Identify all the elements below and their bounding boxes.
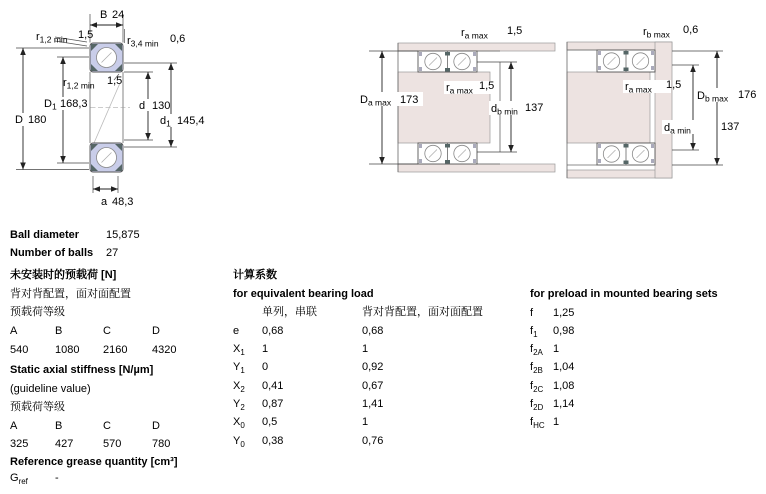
header-B: B [55,420,63,432]
preload-values-row [10,344,176,356]
figure-bearing-cross-section [0,0,230,220]
factor-row-fHC: $f_{HC}$ 1 [530,416,560,431]
svg-text:ra max: $r_{a max}$ [446,82,473,96]
grease-title: Reference grease quantity [cm³] [10,456,178,468]
svg-text:ra max: $r_{a max}$ [461,27,488,41]
header-A: A [10,420,18,432]
svg-text:B: B [100,9,108,21]
value-A: 325 [10,438,29,450]
ball-diameter-label: Ball diameter [10,229,80,241]
grease-value: - [55,472,59,484]
svg-text:da min: $d_{a min}$ [664,122,691,136]
calc-row-X2: $X_2$ 0,41 0,67 [233,380,384,395]
value-C: 570 [103,438,122,450]
stiffness-values-row [10,438,170,450]
label-ra-max-top [461,25,522,41]
svg-text:rb max: $r_{b max}$ [643,26,670,40]
value-A: 540 [10,344,29,356]
bearing-pair-bottom [597,143,655,165]
factor-row-f2C: $f_{2C}$ 1,08 [530,380,575,395]
svg-text:db min: $d_{b min}$ [491,103,518,117]
svg-text:137: 137 [721,121,740,133]
label-ra-max-mid [623,79,681,95]
factor-row-f2B: $f_{2B}$ 1,04 [530,361,575,376]
factor-row-f: f 1,25 [530,307,575,319]
svg-text:145,4: 145,4 [177,115,205,127]
svg-text:24: 24 [112,9,125,21]
bearing-pair-top [418,51,477,72]
preload-class-headers [10,325,160,337]
calc-title-en: for equivalent bearing load [233,288,374,300]
value-D: 780 [152,438,171,450]
svg-text:180: 180 [28,114,47,126]
svg-text:D1: $D_1$ [44,98,57,112]
svg-text:130: 130 [152,100,171,112]
calc-row-X1: $X_1$ 1 1 [233,343,369,358]
calc-row-e: e 0,68 0,68 [233,325,384,337]
figure-mounted-shaft-abutment [355,0,566,200]
header-C: C [103,420,111,432]
svg-text:1,5: 1,5 [507,25,523,37]
svg-text:0,6: 0,6 [683,24,699,36]
number-of-balls-value: 27 [106,247,119,259]
number-of-balls-label: Number of balls [10,247,94,259]
bearing-bottom [90,143,123,172]
bearing-pair-bottom [418,143,477,164]
stiffness-title: Static axial stiffness [N/µm] [10,364,154,376]
factor-row-f2D: $f_{2D}$ 1,14 [530,398,575,413]
value-C: 2160 [103,344,128,356]
svg-text:1,5: 1,5 [479,80,495,92]
svg-text:1,5: 1,5 [107,75,123,87]
calc-row-Y1: $Y_1$ 0 0,92 [233,361,384,376]
dim-Db-max [672,51,759,165]
svg-text:Db max: $D_{b max}$ [697,90,729,104]
bearing-top [90,43,123,72]
svg-text:ra max: $r_{a max}$ [625,81,652,95]
header-D: D [152,325,160,337]
svg-text:173: 173 [400,94,419,106]
factor-row-f1: $f_1$ 0,98 [530,325,575,340]
svg-text:168,3: 168,3 [60,98,88,110]
svg-text:Da max: $D_{a max}$ [360,94,392,108]
dim-da-min [662,65,744,150]
svg-text:a: a [101,196,108,208]
svg-text:1,5: 1,5 [78,29,94,41]
calc-row-X0: $X_0$ 0,5 1 [233,416,369,431]
svg-text:r1,2 min: $r_{1,2 min}$ [63,77,95,91]
calc-title-zh: 计算系数 [233,269,277,281]
header-B: B [55,325,63,337]
figure-mounted-housing-abutment [560,0,766,200]
svg-text:1,5: 1,5 [666,79,682,91]
preload-factors-title: for preload in mounted bearing sets [530,288,718,300]
dim-r34 [125,29,186,49]
svg-text:0,6: 0,6 [170,33,186,45]
value-B: 1080 [55,344,80,356]
grease-symbol: $G_{ref}$ [10,472,28,487]
bearing-pair-top [597,50,655,72]
preload-class-label: 预载荷等级 [10,306,65,318]
svg-text:r1,2 min: $r_{1,2 min}$ [36,31,68,45]
svg-text:176: 176 [738,89,757,101]
dim-r12-mid [63,74,122,91]
dim-D1 [42,57,89,163]
svg-text:48,3: 48,3 [112,196,134,208]
preload-unmounted-title: 未安装时的预载荷 [N] [10,269,117,281]
label-rb-max-top [643,24,698,40]
header-D: D [152,420,160,432]
svg-text:d1: $d_1$ [160,115,171,129]
calc-col1-header: 单列，串联 [262,306,317,318]
calc-col2-header: 背对背配置，面对面配置 [362,306,483,318]
header-A: A [10,325,18,337]
stiffness-class-headers [10,420,160,432]
calc-row-Y0: $Y_0$ 0,38 0,76 [233,435,384,450]
dim-B [90,9,124,43]
stiffness-subtitle: (guideline value) [10,383,91,395]
ball-diameter-value: 15,875 [106,229,140,241]
svg-text:r3,4 min: $r_{3,4 min}$ [127,35,159,49]
dim-a [93,176,133,208]
value-B: 427 [55,438,74,450]
svg-text:137: 137 [525,102,544,114]
header-C: C [103,325,111,337]
factor-row-f2A: $f_{2A}$ 1 [530,343,560,358]
grease-row [10,472,59,487]
value-D: 4320 [152,344,177,356]
dim-r12-top [36,29,93,46]
calc-row-Y2: $Y_2$ 0,87 1,41 [233,398,384,413]
dim-d [124,72,170,140]
stiffness-class-label: 预载荷等级 [10,401,65,413]
svg-text:D: D [15,114,23,126]
label-ra-max-mid [444,80,494,96]
svg-text:d: d [139,100,146,112]
preload-arrangement-subtitle: 背对背配置，面对面配置 [10,288,131,300]
